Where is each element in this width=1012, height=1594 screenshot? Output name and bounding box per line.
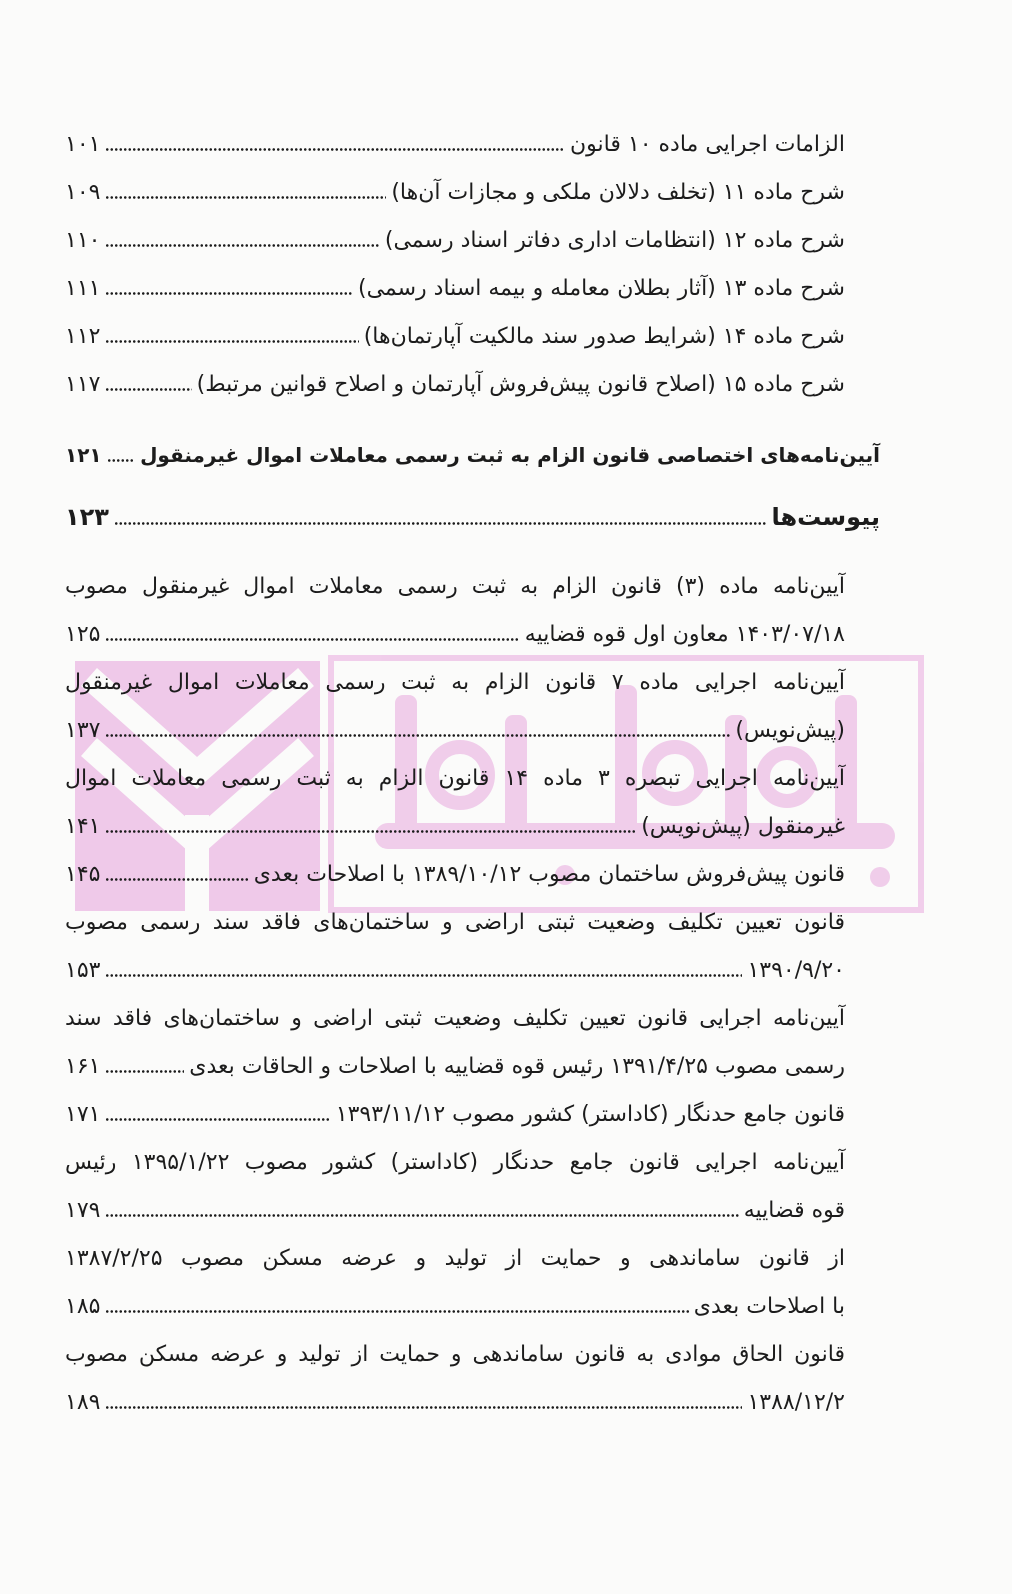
toc-entry-title: قوه قضاییه	[743, 1198, 845, 1223]
toc-entry	[65, 361, 845, 409]
toc-page-number: ۱۸۵	[65, 1294, 101, 1319]
toc-entry	[65, 851, 845, 899]
dot-leader	[105, 1310, 688, 1313]
dot-leader	[114, 522, 767, 525]
toc-entry-first-line: از قانون ساماندهی و حمایت از تولید و عرضه مسکن مصوب ۱۳۸۷/۲/۲۵	[65, 1246, 845, 1271]
toc-entry-title: غیرمنقول (پیش‌نویس)	[641, 814, 845, 839]
toc-entry	[65, 217, 845, 265]
toc-entry-title: ۱۳۸۸/۱۲/۲	[747, 1390, 845, 1415]
toc-entry-title: شرح ماده ۱۵ (اصلاح قانون پیش‌فروش آپارتمان و اصلاح قوانین مرتبط)	[196, 372, 845, 397]
dot-leader	[105, 196, 386, 199]
table-of-contents	[65, 121, 880, 1427]
toc-entry-first-line: آیین‌نامه اجرایی قانون تعیین تکلیف وضعیت ثبتی اراضی و ساختمان‌های فاقد سند	[65, 1006, 845, 1031]
toc-page-number: ۱۷۱	[65, 1102, 101, 1127]
toc-entry-title: شرح ماده ۱۳ (آثار بطلان معامله و بیمه اسناد رسمی)	[357, 276, 845, 301]
dot-leader	[105, 1406, 742, 1409]
toc-page-number: ۱۶۱	[65, 1054, 101, 1079]
toc-entry-title: شرح ماده ۱۴ (شرایط صدور سند مالکیت آپارتمان‌ها)	[363, 324, 845, 349]
toc-page-number: ۱۲۵	[65, 622, 101, 647]
dot-leader	[105, 388, 191, 391]
toc-entry	[65, 947, 845, 995]
dot-leader	[105, 1214, 738, 1217]
toc-section-title: آیین‌نامه‌های اختصاصی قانون الزام به ثبت رسمی معاملات اموال غیرمنقول	[140, 443, 880, 467]
toc-section	[65, 493, 880, 541]
toc-section-title: پیوست‌ها	[771, 503, 880, 531]
dot-leader	[105, 244, 379, 247]
toc-entry-first-line: قانون الحاق موادی به قانون ساماندهی و حمایت از تولید و عرضه مسکن مصوب	[65, 1342, 845, 1367]
toc-sections	[65, 431, 880, 541]
dot-leader	[105, 1070, 184, 1073]
toc-entry-title: شرح ماده ۱۱ (تخلف دلالان ملکی و مجازات آن‌ها)	[391, 180, 845, 205]
toc-page-number: ۱۱۷	[65, 372, 101, 397]
toc-entry	[65, 1283, 845, 1331]
toc-list-upper	[65, 121, 845, 409]
toc-page-number: ۱۵۳	[65, 958, 101, 983]
dot-leader	[105, 830, 636, 833]
toc-page-number: ۱۱۲	[65, 324, 101, 349]
toc-entry-title: ۱۴۰۳/۰۷/۱۸ معاون اول قوه قضاییه	[524, 622, 845, 647]
dot-leader	[105, 148, 565, 151]
toc-page-number: ۱۱۱	[65, 276, 101, 301]
toc-entry-first-line: آیین‌نامه اجرایی تبصره ۳ ماده ۱۴ قانون الزام به ثبت رسمی معاملات اموال	[65, 766, 846, 791]
toc-entry-title: قانون پیش‌فروش ساختمان مصوب ۱۳۸۹/۱۰/۱۲ با اصلاحات بعدی	[253, 862, 845, 887]
toc-entry-title: الزامات اجرایی ماده ۱۰ قانون	[570, 132, 845, 157]
toc-entry	[65, 1043, 845, 1091]
toc-entry	[65, 169, 845, 217]
toc-entry-first-line: قانون تعیین تکلیف وضعیت ثبتی اراضی و ساختمان‌های فاقد سند رسمی مصوب	[65, 910, 845, 935]
toc-entry-title: با اصلاحات بعدی	[693, 1294, 845, 1319]
toc-page-number: ۱۲۱	[65, 443, 102, 467]
toc-entry-title: رسمی مصوب ۱۳۹۱/۴/۲۵ رئیس قوه قضاییه با اصلاحات و الحاقات بعدی	[189, 1054, 845, 1079]
toc-entry-first-line: آیین‌نامه ماده (۳) قانون الزام به ثبت رسمی معاملات اموال غیرمنقول مصوب	[65, 574, 846, 599]
toc-entry	[65, 1187, 845, 1235]
toc-page-number: ۱۴۱	[65, 814, 101, 839]
dot-leader	[105, 1118, 330, 1121]
toc-entry-title: قانون جامع حدنگار (کاداستر) کشور مصوب ۱۳۹۳/۱۱/۱۲	[335, 1102, 845, 1127]
toc-entry-title: ۱۳۹۰/۹/۲۰	[747, 958, 845, 983]
toc-entry	[65, 1379, 845, 1427]
dot-leader	[105, 734, 730, 737]
toc-entry-first-line: آیین‌نامه اجرایی قانون جامع حدنگار (کاداستر) کشور مصوب ۱۳۹۵/۱/۲۲ رئیس	[65, 1150, 845, 1175]
dot-leader	[105, 292, 353, 295]
dot-leader	[105, 340, 358, 343]
dot-leader	[105, 878, 248, 881]
toc-entry	[65, 265, 845, 313]
toc-page-number: ۱۲۳	[65, 503, 109, 531]
toc-page-number: ۱۷۹	[65, 1198, 101, 1223]
toc-list-lower	[65, 563, 845, 1427]
toc-page-number: ۱۰۱	[65, 132, 101, 157]
dot-leader	[105, 974, 742, 977]
toc-entry-title: (پیش‌نویس)	[735, 718, 845, 743]
toc-entry	[65, 313, 845, 361]
toc-entry	[65, 611, 845, 659]
toc-entry	[65, 121, 845, 169]
dot-leader	[105, 638, 519, 641]
toc-page-number: ۱۸۹	[65, 1390, 101, 1415]
toc-entry	[65, 1091, 845, 1139]
toc-page-number: ۱۰۹	[65, 180, 101, 205]
toc-page-number: ۱۱۰	[65, 228, 101, 253]
toc-entry	[65, 803, 845, 851]
toc-page-number: ۱۴۵	[65, 862, 101, 887]
toc-page-number: ۱۳۷	[65, 718, 101, 743]
dot-leader	[107, 459, 135, 462]
toc-entry	[65, 707, 845, 755]
toc-entry-title: شرح ماده ۱۲ (انتظامات اداری دفاتر اسناد رسمی)	[384, 228, 845, 253]
toc-entry-first-line: آیین‌نامه اجرایی ماده ۷ قانون الزام به ثبت رسمی معاملات اموال غیرمنقول	[65, 670, 845, 695]
toc-section	[65, 431, 880, 479]
